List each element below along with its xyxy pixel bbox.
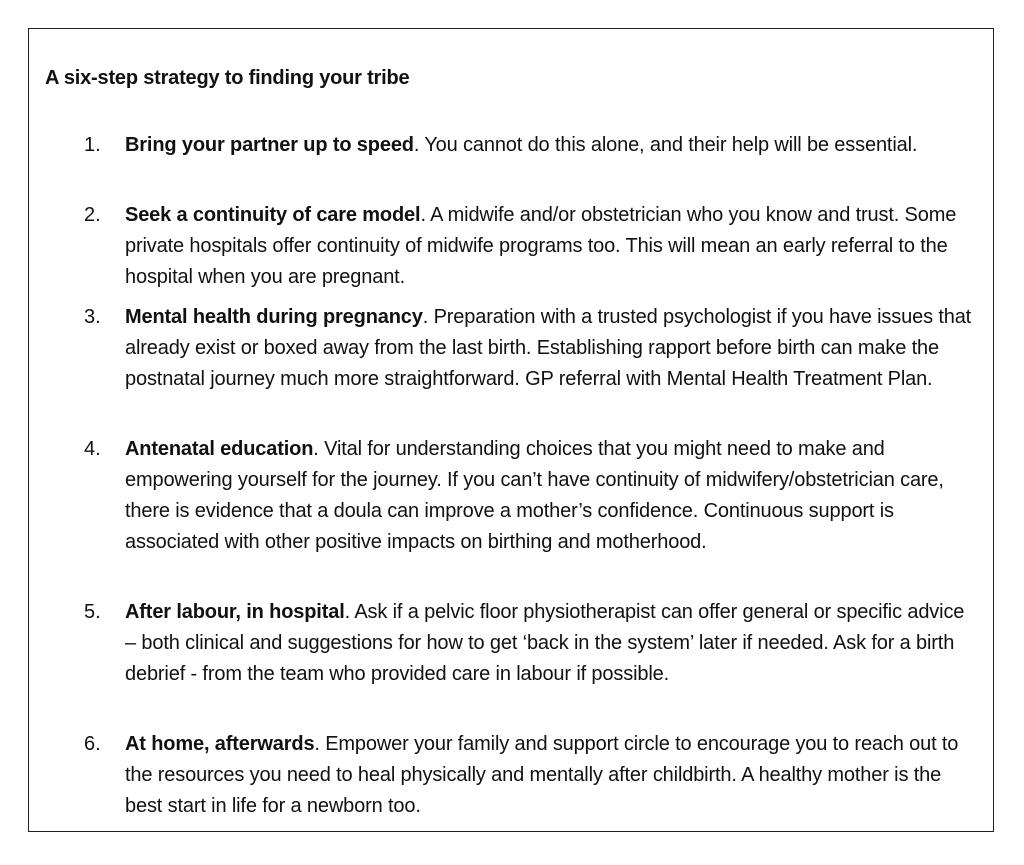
step-heading: Bring your partner up to speed (125, 134, 414, 156)
step-text (125, 200, 975, 293)
step-body: . Empower your family and support circle to encourage you to reach out to the resources you need to heal physically and mentally after childbirth. A healthy mother is the best start in life for a newborn too. (125, 733, 959, 817)
step-heading: At home, afterwards (125, 733, 315, 755)
step-number: 2. (84, 204, 101, 226)
step-heading: Mental health during pregnancy (125, 306, 423, 328)
step-body: . Preparation with a trusted psychologist if you have issues that already exist or boxed away from the last birth. Establishing rapport before birth can make the postnatal journey much more straightforward. GP referral with Mental Health Treatment Plan. (125, 306, 972, 390)
step-text (125, 729, 975, 822)
step-heading: After labour, in hospital (125, 601, 345, 623)
step-number: 3. (84, 306, 101, 328)
step-body: . Vital for understanding choices that you might need to make and empowering yourself for the journey. If you can’t have continuity of midwifery/obstetrician care, there is evidence that a doula can improve a mother’s confidence. Continuous support is associated with other positive impacts on birthing and motherhood. (125, 438, 944, 553)
step-text (125, 597, 975, 690)
step-number: 4. (84, 438, 101, 460)
step-heading: Seek a continuity of care model (125, 204, 421, 226)
step-heading: Antenatal education (125, 438, 314, 460)
step-text (125, 434, 975, 558)
document-title: A six-step strategy to finding your tribe (45, 67, 410, 89)
step-number: 1. (84, 134, 101, 156)
step-body: . Ask if a pelvic floor physiotherapist can offer general or specific advice – both clinical and suggestions for how to get ‘back in the system’ later if needed. Ask for a birth debrief - from the team who provided care in labour if possible. (125, 601, 965, 685)
step-text (125, 302, 975, 395)
step-body: . You cannot do this alone, and their help will be essential. (413, 134, 918, 156)
document-box (28, 28, 994, 832)
step-text (125, 130, 975, 161)
step-number: 6. (84, 733, 101, 755)
step-number: 5. (84, 601, 101, 623)
step-body: . A midwife and/or obstetrician who you know and trust. Some private hospitals offer continuity of midwife programs too. This will mean an early referral to the hospital when you are pregnant. (125, 204, 957, 288)
